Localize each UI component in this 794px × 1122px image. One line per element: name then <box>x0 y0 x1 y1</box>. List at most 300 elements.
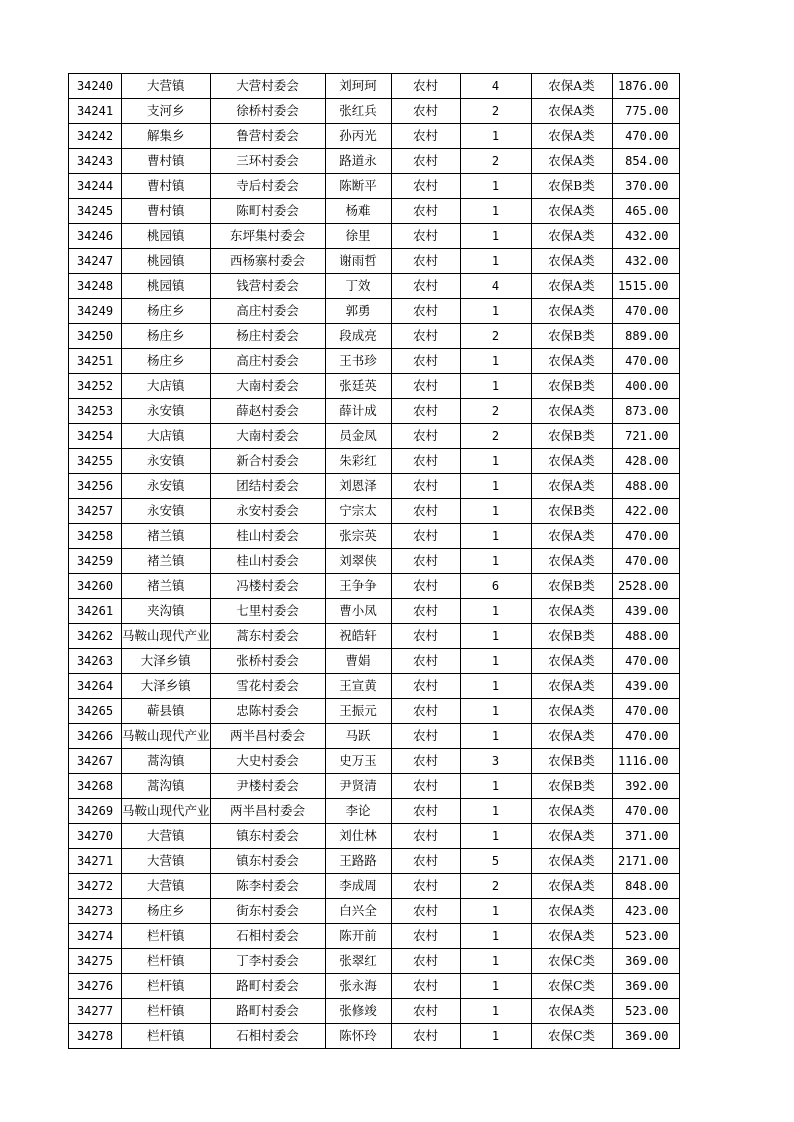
insurance-type-cell: 农保B类 <box>531 499 612 524</box>
township-cell: 栏杆镇 <box>122 1024 211 1049</box>
village-cell: 寺后村委会 <box>210 174 325 199</box>
name-cell: 王路路 <box>325 849 391 874</box>
serial-cell: 34262 <box>69 624 122 649</box>
village-cell: 大营村委会 <box>210 74 325 99</box>
township-cell: 马鞍山现代产业 <box>122 724 211 749</box>
township-cell: 解集乡 <box>122 124 211 149</box>
village-cell: 大南村委会 <box>210 374 325 399</box>
village-cell: 冯楼村委会 <box>210 574 325 599</box>
township-cell: 永安镇 <box>122 474 211 499</box>
area-type-cell: 农村 <box>391 274 460 299</box>
table-row <box>69 274 680 299</box>
insurance-type-cell: 农保A类 <box>531 474 612 499</box>
insurance-type-cell: 农保A类 <box>531 874 612 899</box>
insurance-type-cell: 农保A类 <box>531 124 612 149</box>
amount-cell: 369.00 <box>612 1024 679 1049</box>
insurance-type-cell: 农保A类 <box>531 674 612 699</box>
table-row <box>69 474 680 499</box>
amount-cell: 465.00 <box>612 199 679 224</box>
table-row <box>69 799 680 824</box>
household-count-cell: 1 <box>460 674 531 699</box>
name-cell: 李成周 <box>325 874 391 899</box>
name-cell: 朱彩红 <box>325 449 391 474</box>
name-cell: 张宗英 <box>325 524 391 549</box>
household-count-cell: 1 <box>460 474 531 499</box>
table-row <box>69 924 680 949</box>
township-cell: 大营镇 <box>122 849 211 874</box>
village-cell: 雪花村委会 <box>210 674 325 699</box>
serial-cell: 34245 <box>69 199 122 224</box>
household-count-cell: 1 <box>460 899 531 924</box>
household-count-cell: 1 <box>460 974 531 999</box>
amount-cell: 432.00 <box>612 249 679 274</box>
serial-cell: 34274 <box>69 924 122 949</box>
serial-cell: 34275 <box>69 949 122 974</box>
assistance-table <box>68 73 680 1049</box>
serial-cell: 34248 <box>69 274 122 299</box>
table-row <box>69 699 680 724</box>
table-row <box>69 624 680 649</box>
insurance-type-cell: 农保A类 <box>531 799 612 824</box>
amount-cell: 523.00 <box>612 924 679 949</box>
table-row <box>69 574 680 599</box>
name-cell: 刘珂珂 <box>325 74 391 99</box>
township-cell: 永安镇 <box>122 449 211 474</box>
amount-cell: 470.00 <box>612 349 679 374</box>
township-cell: 支河乡 <box>122 99 211 124</box>
township-cell: 曹村镇 <box>122 199 211 224</box>
table-row <box>69 724 680 749</box>
insurance-type-cell: 农保C类 <box>531 974 612 999</box>
household-count-cell: 1 <box>460 174 531 199</box>
table-row <box>69 174 680 199</box>
area-type-cell: 农村 <box>391 649 460 674</box>
serial-cell: 34272 <box>69 874 122 899</box>
insurance-type-cell: 农保C类 <box>531 949 612 974</box>
village-cell: 路町村委会 <box>210 974 325 999</box>
table-row <box>69 749 680 774</box>
village-cell: 高庄村委会 <box>210 349 325 374</box>
area-type-cell: 农村 <box>391 674 460 699</box>
area-type-cell: 农村 <box>391 849 460 874</box>
table-row <box>69 199 680 224</box>
village-cell: 永安村委会 <box>210 499 325 524</box>
village-cell: 桂山村委会 <box>210 524 325 549</box>
table-row <box>69 599 680 624</box>
household-count-cell: 1 <box>460 949 531 974</box>
amount-cell: 432.00 <box>612 224 679 249</box>
serial-cell: 34255 <box>69 449 122 474</box>
household-count-cell: 2 <box>460 324 531 349</box>
village-cell: 路町村委会 <box>210 999 325 1024</box>
village-cell: 西杨寨村委会 <box>210 249 325 274</box>
table-row <box>69 874 680 899</box>
village-cell: 石相村委会 <box>210 1024 325 1049</box>
table-row <box>69 499 680 524</box>
name-cell: 杨难 <box>325 199 391 224</box>
table-row <box>69 399 680 424</box>
insurance-type-cell: 农保A类 <box>531 599 612 624</box>
serial-cell: 34268 <box>69 774 122 799</box>
household-count-cell: 4 <box>460 274 531 299</box>
township-cell: 褚兰镇 <box>122 574 211 599</box>
name-cell: 马跃 <box>325 724 391 749</box>
name-cell: 徐里 <box>325 224 391 249</box>
serial-cell: 34269 <box>69 799 122 824</box>
village-cell: 桂山村委会 <box>210 549 325 574</box>
amount-cell: 1876.00 <box>612 74 679 99</box>
area-type-cell: 农村 <box>391 299 460 324</box>
village-cell: 新合村委会 <box>210 449 325 474</box>
amount-cell: 854.00 <box>612 149 679 174</box>
name-cell: 白兴全 <box>325 899 391 924</box>
table-row <box>69 424 680 449</box>
insurance-type-cell: 农保A类 <box>531 99 612 124</box>
name-cell: 刘翠侠 <box>325 549 391 574</box>
serial-cell: 34265 <box>69 699 122 724</box>
name-cell: 陈断平 <box>325 174 391 199</box>
area-type-cell: 农村 <box>391 399 460 424</box>
insurance-type-cell: 农保B类 <box>531 749 612 774</box>
area-type-cell: 农村 <box>391 899 460 924</box>
insurance-type-cell: 农保A类 <box>531 74 612 99</box>
household-count-cell: 2 <box>460 399 531 424</box>
name-cell: 路道永 <box>325 149 391 174</box>
insurance-type-cell: 农保A类 <box>531 899 612 924</box>
name-cell: 郭勇 <box>325 299 391 324</box>
household-count-cell: 4 <box>460 74 531 99</box>
amount-cell: 721.00 <box>612 424 679 449</box>
household-count-cell: 6 <box>460 574 531 599</box>
name-cell: 张修竣 <box>325 999 391 1024</box>
table-row <box>69 249 680 274</box>
amount-cell: 423.00 <box>612 899 679 924</box>
table-row <box>69 374 680 399</box>
serial-cell: 34243 <box>69 149 122 174</box>
amount-cell: 2171.00 <box>612 849 679 874</box>
village-cell: 七里村委会 <box>210 599 325 624</box>
household-count-cell: 1 <box>460 599 531 624</box>
township-cell: 大营镇 <box>122 824 211 849</box>
name-cell: 孙丙光 <box>325 124 391 149</box>
household-count-cell: 1 <box>460 374 531 399</box>
insurance-type-cell: 农保B类 <box>531 574 612 599</box>
insurance-type-cell: 农保A类 <box>531 724 612 749</box>
area-type-cell: 农村 <box>391 524 460 549</box>
area-type-cell: 农村 <box>391 874 460 899</box>
area-type-cell: 农村 <box>391 824 460 849</box>
household-count-cell: 1 <box>460 824 531 849</box>
township-cell: 马鞍山现代产业 <box>122 799 211 824</box>
township-cell: 栏杆镇 <box>122 924 211 949</box>
township-cell: 栏杆镇 <box>122 949 211 974</box>
insurance-type-cell: 农保B类 <box>531 424 612 449</box>
village-cell: 张桥村委会 <box>210 649 325 674</box>
area-type-cell: 农村 <box>391 149 460 174</box>
name-cell: 丁效 <box>325 274 391 299</box>
serial-cell: 34261 <box>69 599 122 624</box>
serial-cell: 34253 <box>69 399 122 424</box>
insurance-type-cell: 农保A类 <box>531 249 612 274</box>
insurance-type-cell: 农保A类 <box>531 649 612 674</box>
area-type-cell: 农村 <box>391 1024 460 1049</box>
village-cell: 大南村委会 <box>210 424 325 449</box>
serial-cell: 34249 <box>69 299 122 324</box>
household-count-cell: 1 <box>460 199 531 224</box>
insurance-type-cell: 农保B类 <box>531 624 612 649</box>
name-cell: 刘恩泽 <box>325 474 391 499</box>
township-cell: 永安镇 <box>122 499 211 524</box>
household-count-cell: 2 <box>460 874 531 899</box>
serial-cell: 34240 <box>69 74 122 99</box>
insurance-type-cell: 农保B类 <box>531 374 612 399</box>
township-cell: 大营镇 <box>122 874 211 899</box>
area-type-cell: 农村 <box>391 474 460 499</box>
serial-cell: 34252 <box>69 374 122 399</box>
table-row <box>69 99 680 124</box>
amount-cell: 488.00 <box>612 624 679 649</box>
table-row <box>69 549 680 574</box>
insurance-type-cell: 农保A类 <box>531 849 612 874</box>
name-cell: 王振元 <box>325 699 391 724</box>
household-count-cell: 1 <box>460 699 531 724</box>
household-count-cell: 1 <box>460 774 531 799</box>
household-count-cell: 1 <box>460 224 531 249</box>
household-count-cell: 1 <box>460 1024 531 1049</box>
area-type-cell: 农村 <box>391 324 460 349</box>
name-cell: 谢雨哲 <box>325 249 391 274</box>
village-cell: 薛赵村委会 <box>210 399 325 424</box>
village-cell: 陈李村委会 <box>210 874 325 899</box>
name-cell: 王宣黄 <box>325 674 391 699</box>
household-count-cell: 3 <box>460 749 531 774</box>
serial-cell: 34247 <box>69 249 122 274</box>
area-type-cell: 农村 <box>391 224 460 249</box>
name-cell: 刘仕林 <box>325 824 391 849</box>
serial-cell: 34277 <box>69 999 122 1024</box>
area-type-cell: 农村 <box>391 374 460 399</box>
area-type-cell: 农村 <box>391 99 460 124</box>
area-type-cell: 农村 <box>391 574 460 599</box>
insurance-type-cell: 农保A类 <box>531 399 612 424</box>
township-cell: 曹村镇 <box>122 149 211 174</box>
household-count-cell: 1 <box>460 449 531 474</box>
insurance-type-cell: 农保B类 <box>531 324 612 349</box>
insurance-type-cell: 农保A类 <box>531 999 612 1024</box>
table-row <box>69 349 680 374</box>
area-type-cell: 农村 <box>391 549 460 574</box>
insurance-type-cell: 农保A类 <box>531 349 612 374</box>
area-type-cell: 农村 <box>391 249 460 274</box>
name-cell: 张永海 <box>325 974 391 999</box>
table-row <box>69 299 680 324</box>
area-type-cell: 农村 <box>391 74 460 99</box>
village-cell: 高庄村委会 <box>210 299 325 324</box>
table-row <box>69 974 680 999</box>
name-cell: 王书珍 <box>325 349 391 374</box>
amount-cell: 392.00 <box>612 774 679 799</box>
name-cell: 陈怀玲 <box>325 1024 391 1049</box>
household-count-cell: 1 <box>460 349 531 374</box>
household-count-cell: 2 <box>460 149 531 174</box>
amount-cell: 439.00 <box>612 674 679 699</box>
village-cell: 两半昌村委会 <box>210 724 325 749</box>
household-count-cell: 1 <box>460 724 531 749</box>
name-cell: 员金凤 <box>325 424 391 449</box>
insurance-type-cell: 农保B类 <box>531 774 612 799</box>
insurance-type-cell: 农保A类 <box>531 449 612 474</box>
serial-cell: 34260 <box>69 574 122 599</box>
township-cell: 大泽乡镇 <box>122 674 211 699</box>
amount-cell: 848.00 <box>612 874 679 899</box>
serial-cell: 34251 <box>69 349 122 374</box>
household-count-cell: 1 <box>460 124 531 149</box>
insurance-type-cell: 农保A类 <box>531 524 612 549</box>
name-cell: 张翠红 <box>325 949 391 974</box>
area-type-cell: 农村 <box>391 124 460 149</box>
amount-cell: 371.00 <box>612 824 679 849</box>
name-cell: 张红兵 <box>325 99 391 124</box>
village-cell: 丁李村委会 <box>210 949 325 974</box>
table-row <box>69 149 680 174</box>
amount-cell: 439.00 <box>612 599 679 624</box>
serial-cell: 34244 <box>69 174 122 199</box>
amount-cell: 470.00 <box>612 299 679 324</box>
table-row <box>69 449 680 474</box>
insurance-type-cell: 农保A类 <box>531 824 612 849</box>
amount-cell: 873.00 <box>612 399 679 424</box>
table-row <box>69 224 680 249</box>
serial-cell: 34267 <box>69 749 122 774</box>
village-cell: 石相村委会 <box>210 924 325 949</box>
township-cell: 桃园镇 <box>122 274 211 299</box>
area-type-cell: 农村 <box>391 774 460 799</box>
serial-cell: 34258 <box>69 524 122 549</box>
table-row <box>69 324 680 349</box>
insurance-type-cell: 农保A类 <box>531 149 612 174</box>
name-cell: 祝皓轩 <box>325 624 391 649</box>
household-count-cell: 1 <box>460 249 531 274</box>
name-cell: 陈开前 <box>325 924 391 949</box>
area-type-cell: 农村 <box>391 699 460 724</box>
table-row <box>69 999 680 1024</box>
village-cell: 团结村委会 <box>210 474 325 499</box>
household-count-cell: 1 <box>460 299 531 324</box>
amount-cell: 470.00 <box>612 524 679 549</box>
area-type-cell: 农村 <box>391 424 460 449</box>
amount-cell: 400.00 <box>612 374 679 399</box>
amount-cell: 369.00 <box>612 974 679 999</box>
household-count-cell: 1 <box>460 649 531 674</box>
document-page <box>68 73 680 1049</box>
amount-cell: 470.00 <box>612 699 679 724</box>
amount-cell: 889.00 <box>612 324 679 349</box>
name-cell: 薛计成 <box>325 399 391 424</box>
table-body <box>69 74 680 1049</box>
amount-cell: 428.00 <box>612 449 679 474</box>
household-count-cell: 1 <box>460 499 531 524</box>
insurance-type-cell: 农保C类 <box>531 1024 612 1049</box>
township-cell: 夹沟镇 <box>122 599 211 624</box>
area-type-cell: 农村 <box>391 449 460 474</box>
township-cell: 杨庄乡 <box>122 899 211 924</box>
area-type-cell: 农村 <box>391 749 460 774</box>
township-cell: 大店镇 <box>122 424 211 449</box>
area-type-cell: 农村 <box>391 974 460 999</box>
township-cell: 桃园镇 <box>122 224 211 249</box>
table-row <box>69 674 680 699</box>
amount-cell: 1515.00 <box>612 274 679 299</box>
area-type-cell: 农村 <box>391 949 460 974</box>
serial-cell: 34250 <box>69 324 122 349</box>
area-type-cell: 农村 <box>391 599 460 624</box>
township-cell: 杨庄乡 <box>122 299 211 324</box>
serial-cell: 34276 <box>69 974 122 999</box>
amount-cell: 470.00 <box>612 649 679 674</box>
insurance-type-cell: 农保A类 <box>531 299 612 324</box>
table-row <box>69 949 680 974</box>
township-cell: 蒿沟镇 <box>122 749 211 774</box>
household-count-cell: 1 <box>460 999 531 1024</box>
township-cell: 蒿沟镇 <box>122 774 211 799</box>
table-row <box>69 899 680 924</box>
area-type-cell: 农村 <box>391 799 460 824</box>
serial-cell: 34270 <box>69 824 122 849</box>
serial-cell: 34264 <box>69 674 122 699</box>
village-cell: 杨庄村委会 <box>210 324 325 349</box>
amount-cell: 470.00 <box>612 549 679 574</box>
amount-cell: 523.00 <box>612 999 679 1024</box>
village-cell: 三环村委会 <box>210 149 325 174</box>
serial-cell: 34246 <box>69 224 122 249</box>
township-cell: 杨庄乡 <box>122 349 211 374</box>
township-cell: 大泽乡镇 <box>122 649 211 674</box>
name-cell: 宁宗太 <box>325 499 391 524</box>
township-cell: 曹村镇 <box>122 174 211 199</box>
household-count-cell: 1 <box>460 549 531 574</box>
insurance-type-cell: 农保A类 <box>531 924 612 949</box>
village-cell: 镇东村委会 <box>210 849 325 874</box>
serial-cell: 34263 <box>69 649 122 674</box>
household-count-cell: 1 <box>460 524 531 549</box>
insurance-type-cell: 农保A类 <box>531 699 612 724</box>
village-cell: 蒿东村委会 <box>210 624 325 649</box>
amount-cell: 470.00 <box>612 799 679 824</box>
amount-cell: 488.00 <box>612 474 679 499</box>
serial-cell: 34257 <box>69 499 122 524</box>
name-cell: 曹娟 <box>325 649 391 674</box>
township-cell: 马鞍山现代产业 <box>122 624 211 649</box>
amount-cell: 369.00 <box>612 949 679 974</box>
area-type-cell: 农村 <box>391 174 460 199</box>
name-cell: 王争争 <box>325 574 391 599</box>
area-type-cell: 农村 <box>391 199 460 224</box>
table-row <box>69 774 680 799</box>
name-cell: 张廷英 <box>325 374 391 399</box>
household-count-cell: 2 <box>460 424 531 449</box>
insurance-type-cell: 农保A类 <box>531 549 612 574</box>
amount-cell: 1116.00 <box>612 749 679 774</box>
amount-cell: 470.00 <box>612 124 679 149</box>
amount-cell: 370.00 <box>612 174 679 199</box>
table-row <box>69 849 680 874</box>
village-cell: 陈町村委会 <box>210 199 325 224</box>
village-cell: 忠陈村委会 <box>210 699 325 724</box>
serial-cell: 34278 <box>69 1024 122 1049</box>
table-row <box>69 524 680 549</box>
serial-cell: 34241 <box>69 99 122 124</box>
township-cell: 褚兰镇 <box>122 524 211 549</box>
